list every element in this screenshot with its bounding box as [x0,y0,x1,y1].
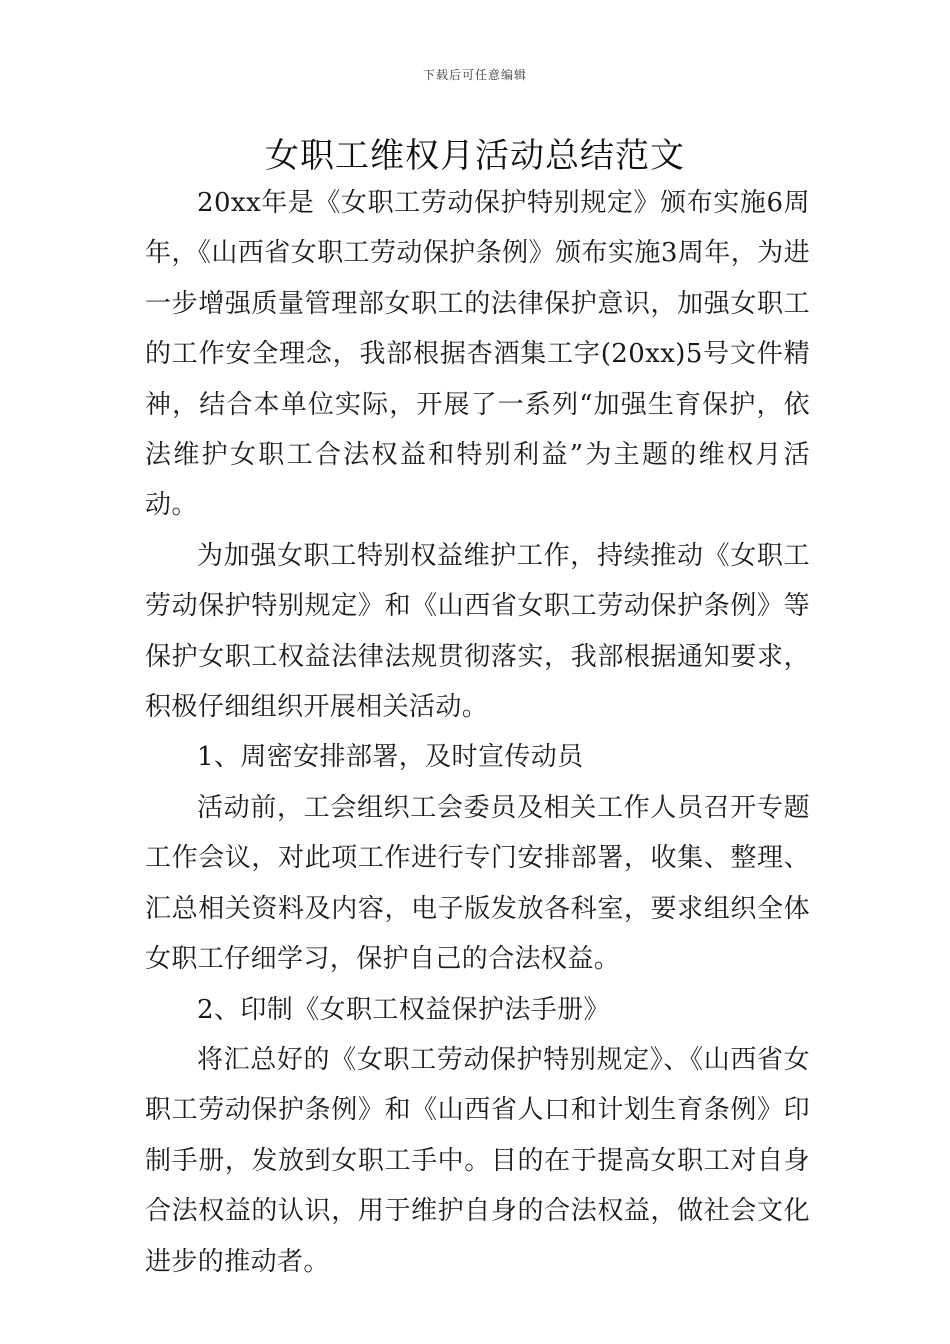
paragraph-intro: 20xx年是《女职工劳动保护特别规定》颁布实施6周年，《山西省女职工劳动保护条例》颁布实施3周年，为进一步增强质量管理部女职工的法律保护意识，加强女职工的工作安全理念，我部根据杏酒集工字(20xx)5号文件精神，结合本单位实际，开展了一系列“加强生育保护，依法维护女职工合法权益和特别利益”为主题的维权月活动。 [145,188,810,521]
section-heading-1: 1、周密安排部署，及时宣传动员 [197,742,584,773]
section-heading-2: 2、印制《女职工权益保护法手册》 [197,994,610,1025]
paragraph-purpose: 为加强女职工特别权益维护工作，持续推动《女职工劳动保护特别规定》和《山西省女职工劳动保护条例》等保护女职工权益法律法规贯彻落实，我部根据通知要求，积极仔细组织开展相关活动。 [145,540,810,723]
document-title: 女职工维权月活动总结范文 [265,136,685,176]
document-body [145,178,810,1287]
header-note: 下载后可任意编辑 [422,68,527,82]
paragraph-section-1: 活动前，工会组织工会委员及相关工作人员召开专题工作会议，对此项工作进行专门安排部署，收集、整理、汇总相关资料及内容，电子版发放各科室，要求组织全体女职工仔细学习，保护自己的合法权益。 [145,792,810,975]
paragraph-section-2: 将汇总好的《女职工劳动保护特别规定》、《山西省女职工劳动保护条例》和《山西省人口和计划生育条例》印制手册，发放到女职工手中。目的在于提高女职工对自身合法权益的认识，用于维护自身的合法权益，做社会文化进步的推动者。 [145,1044,810,1277]
